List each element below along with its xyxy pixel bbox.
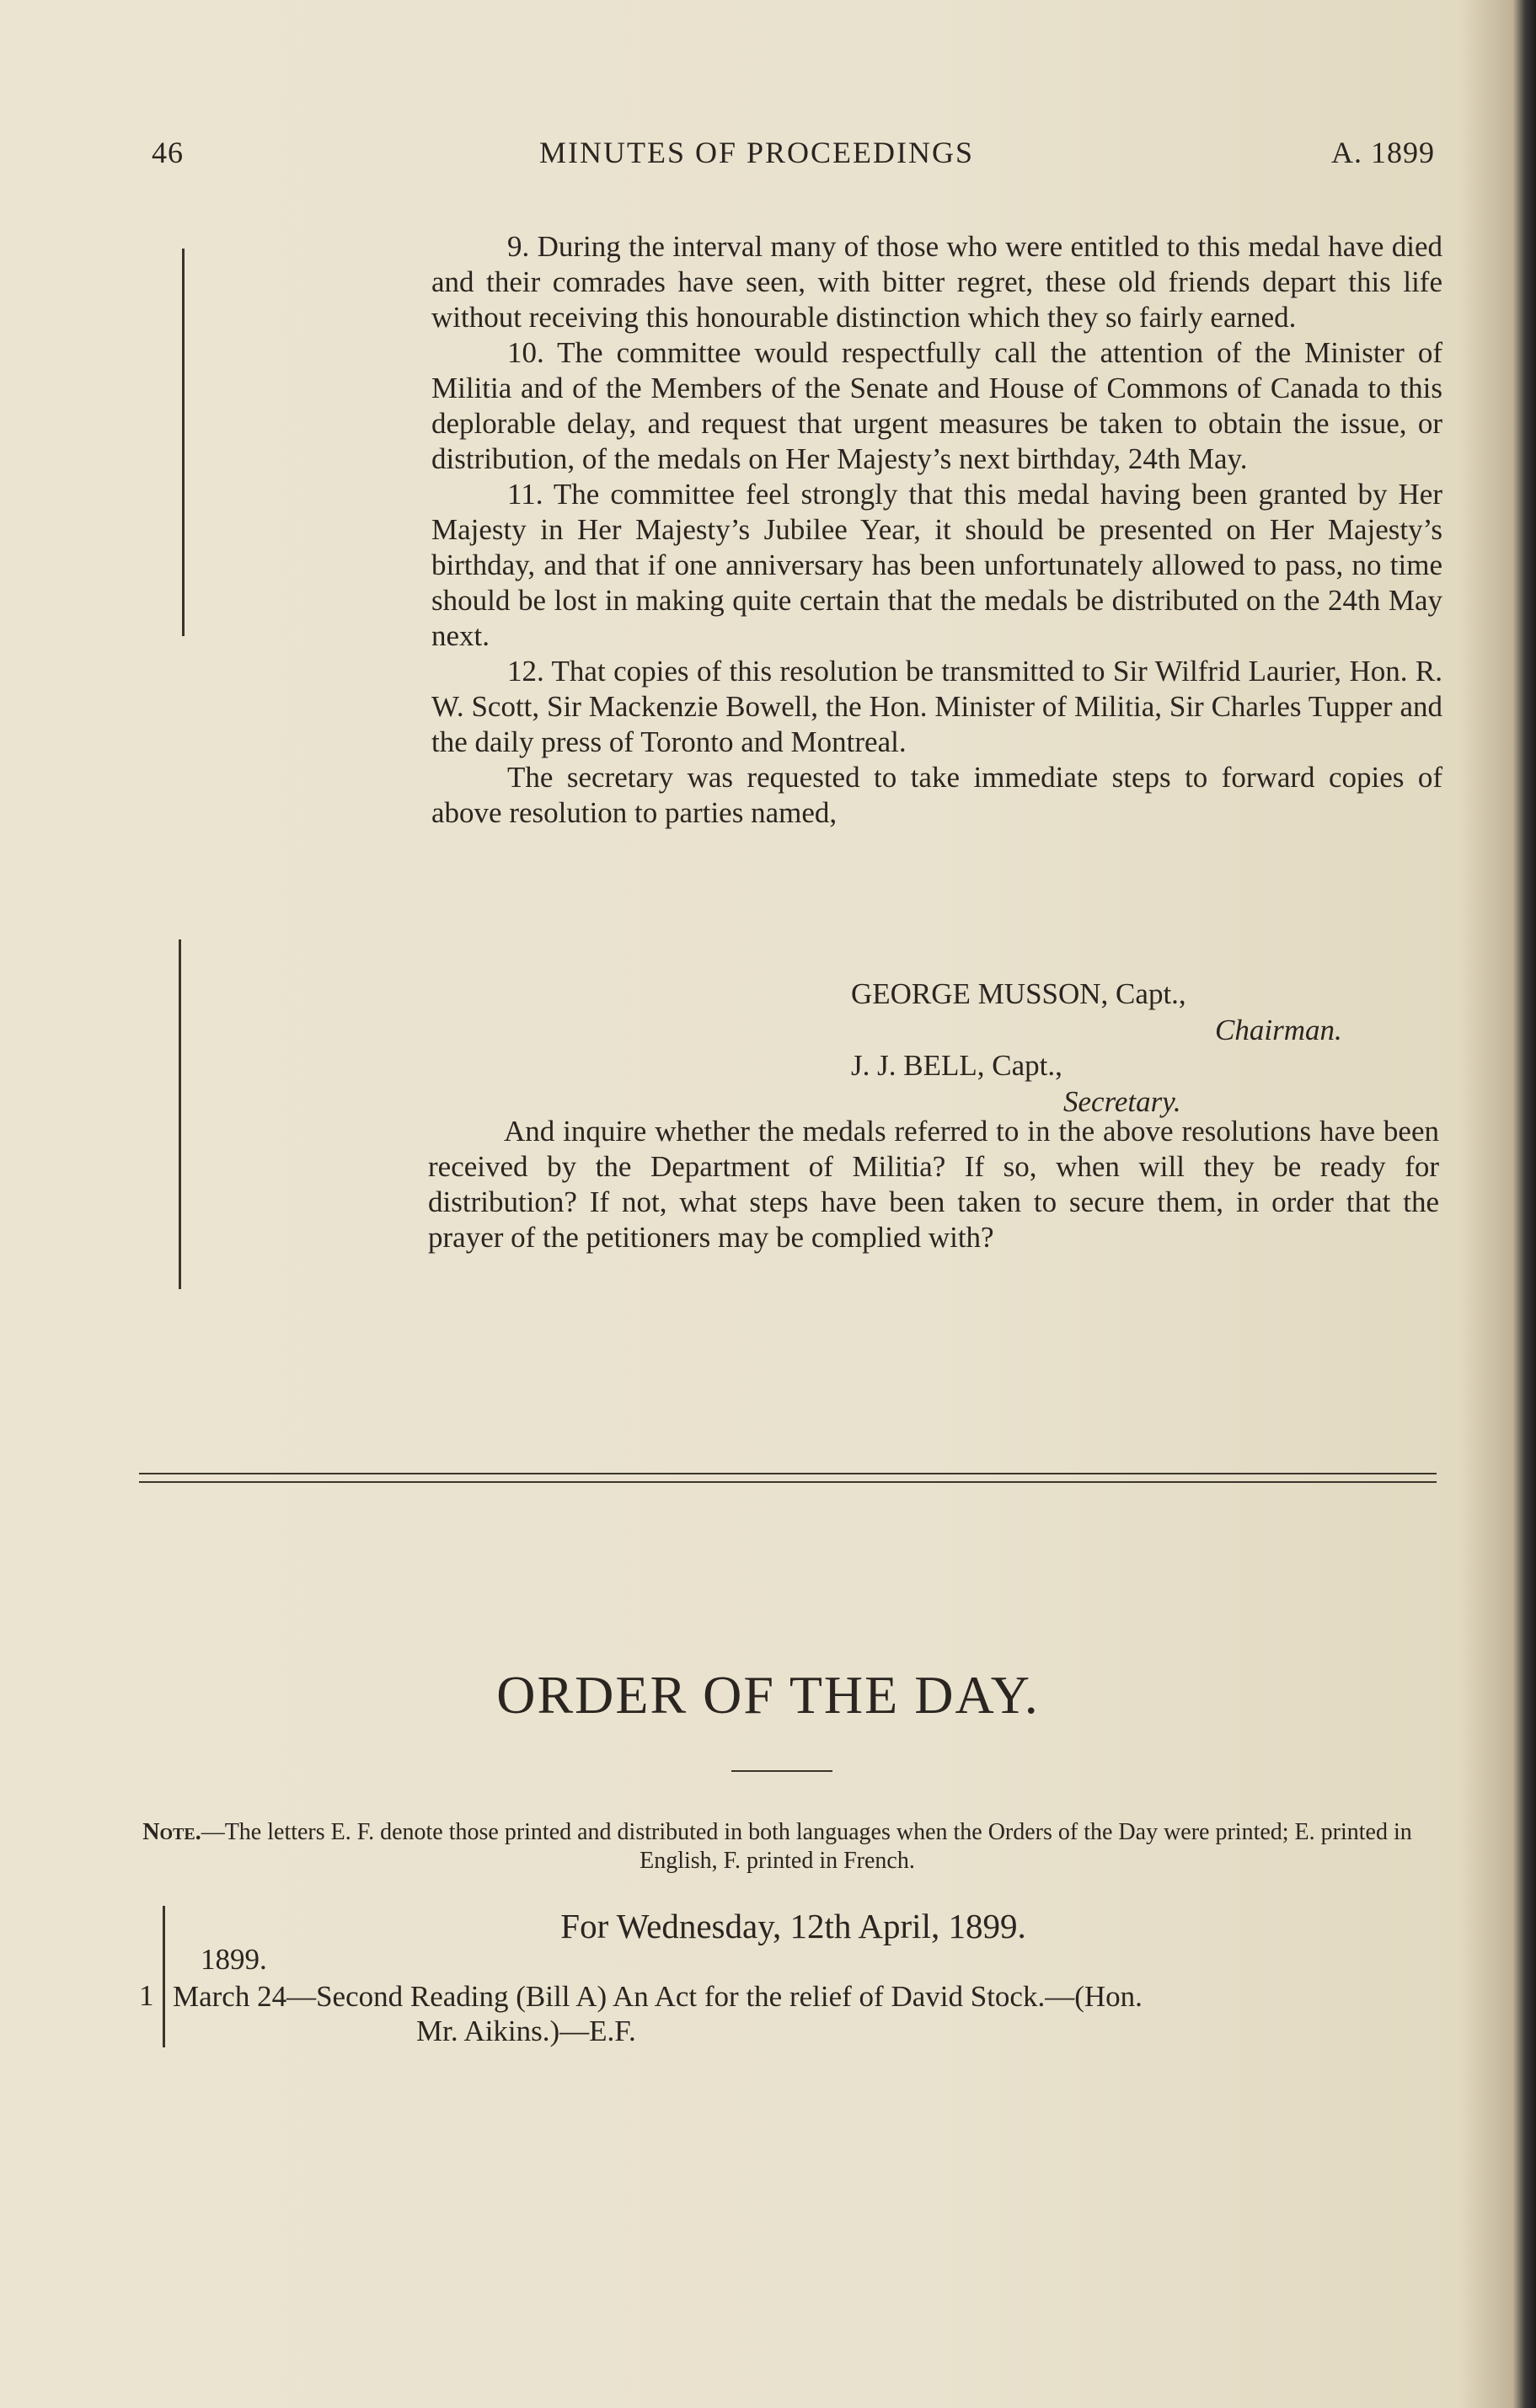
note-label: Note. [142, 1819, 201, 1845]
date-heading: For Wednesday, 12th April, 1899. [560, 1907, 1026, 1945]
signature-role: Secretary. [1063, 1085, 1181, 1118]
margin-bar [179, 939, 181, 1289]
order-note [135, 1818, 1420, 1876]
header-year: A. 1899 [1331, 136, 1435, 169]
signature-role: Chairman. [1215, 1014, 1342, 1046]
section-divider [139, 1473, 1437, 1474]
resolution-text [431, 229, 1442, 831]
paragraph: The secretary was requested to take immediate steps to forward copies of above resolution to parties named, [431, 761, 1442, 829]
note-text: —The letters E. F. denote those printed and distributed in both languages when the Orders of the Day were printed; E. printed in English, F. printed in French. [201, 1819, 1412, 1874]
order-entry: March 24—Second Reading (Bill A) An Act for the relief of David Stock.—(Hon. [173, 1980, 1143, 2013]
entry-number: 1 [139, 1979, 154, 2012]
paragraph: And inquire whether the medals referred to in the above resolutions have been received by the Department of Militia? If so, when will they be ready for distribution? If not, what steps have been taken to secure them, in order that the prayer of the petitioners may be complied with? [428, 1115, 1439, 1254]
order-entry-continuation: Mr. Aikins.)—E.F. [416, 2015, 636, 2047]
order-title: ORDER OF THE DAY. [496, 1665, 1040, 1725]
paragraph: 12. That copies of this resolution be transmitted to Sir Wilfrid Laurier, Hon. R. W. Scott, Sir Mackenzie Bowell, the Hon. Minister of Militia, Sir Charles Tupper and the daily press of Toronto and Montreal. [431, 655, 1442, 758]
signature-name: J. J. BELL, Capt., [851, 1049, 1062, 1082]
title-rule [731, 1770, 832, 1772]
running-title: MINUTES OF PROCEEDINGS [539, 136, 975, 169]
entry-year: 1899. [201, 1943, 267, 1976]
margin-bar [182, 249, 185, 636]
section-divider [139, 1481, 1437, 1483]
paragraph: 11. The committee feel strongly that this medal having been granted by Her Majesty in Her Majesty’s Jubilee Year, it should be presented on Her Majesty’s birthday, and that if one anniversary has been unfortunately allowed to pass, no time should be lost in making quite certain that the medals be distributed on the 24th May next. [431, 478, 1442, 652]
paragraph: 9. During the interval many of those who were entitled to this medal have died and their comrades have seen, with bitter regret, these old friends depart this life without receiving this honourable distinction which they so fairly earned. [431, 230, 1442, 334]
inquiry-text [428, 1114, 1439, 1255]
paragraph: 10. The committee would respectfully call the attention of the Minister of Militia and of the Members of the Senate and House of Commons of Canada to this deplorable delay, and request that urgent measures be taken to obtain the issue, or distribution, of the medals on Her Majesty’s next birthday, 24th May. [431, 336, 1442, 475]
signature-name: GEORGE MUSSON, Capt., [851, 977, 1186, 1010]
page-number: 46 [152, 136, 184, 169]
